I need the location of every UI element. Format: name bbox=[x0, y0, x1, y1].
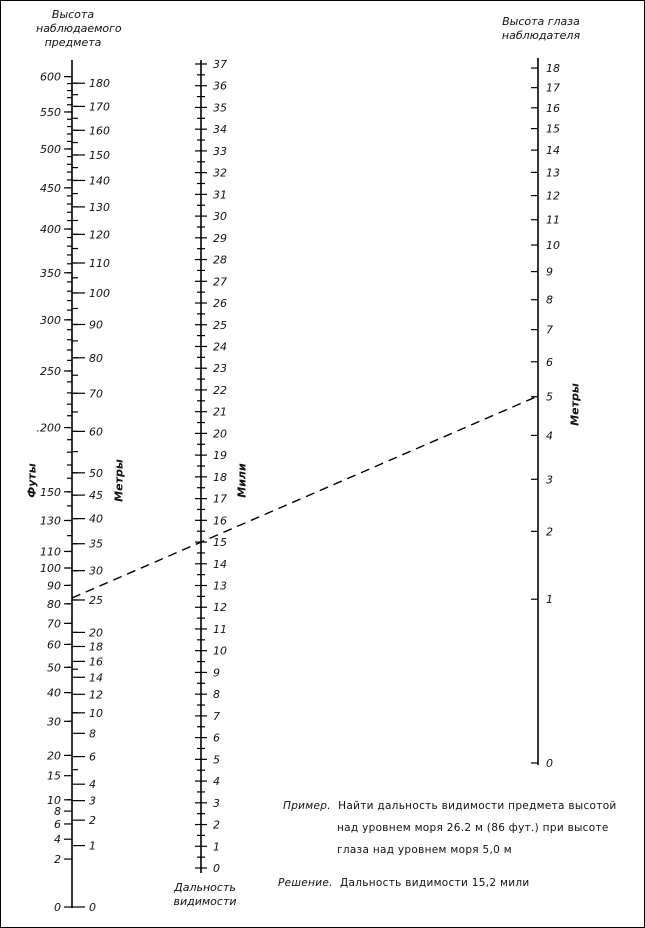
eye-meters-tick-label: 9 bbox=[546, 265, 553, 279]
miles-tick-label: 2 bbox=[213, 818, 220, 832]
object-meters-tick-label: 10 bbox=[89, 706, 103, 720]
object-meters-tick-label: 14 bbox=[89, 671, 103, 685]
eye-meters-tick-label: 14 bbox=[546, 144, 560, 158]
miles-tick-label: 23 bbox=[213, 362, 227, 376]
miles-tick-label: 7 bbox=[213, 709, 220, 723]
object-meters-tick-label: 140 bbox=[89, 174, 110, 188]
eye-meters-tick-label: 7 bbox=[546, 323, 553, 337]
object-meters-tick-label: 35 bbox=[89, 537, 103, 551]
miles-tick-label: 3 bbox=[213, 796, 220, 810]
eye-meters-tick-label: 12 bbox=[546, 189, 560, 203]
object-meters-tick-label: 4 bbox=[89, 778, 96, 792]
object-meters-tick-label: 18 bbox=[89, 640, 103, 654]
feet-tick-label: 130 bbox=[40, 514, 61, 528]
miles-tick-label: 31 bbox=[213, 188, 227, 202]
feet-tick-label: .200 bbox=[36, 421, 61, 435]
eye-meters-tick-label: 0 bbox=[546, 757, 553, 770]
object-meters-tick-label: 50 bbox=[89, 466, 103, 480]
object-meters-tick-label: 2 bbox=[89, 814, 96, 828]
feet-tick-label: 15 bbox=[47, 769, 61, 783]
miles-tick-label: 18 bbox=[213, 470, 227, 484]
eye-meters-tick-label: 17 bbox=[546, 81, 560, 95]
feet-tick-label: 500 bbox=[40, 142, 61, 156]
miles-tick-label: 17 bbox=[213, 492, 227, 506]
example-label: Пример. bbox=[283, 800, 331, 812]
miles-tick-label: 11 bbox=[213, 622, 227, 636]
miles-tick-label: 36 bbox=[213, 79, 227, 93]
eye-meters-tick-label: 5 bbox=[546, 390, 553, 404]
object-meters-tick-label: 110 bbox=[89, 256, 110, 270]
miles-tick-label: 1 bbox=[213, 840, 220, 854]
feet-tick-label: 90 bbox=[47, 579, 61, 593]
miles-tick-label: 27 bbox=[213, 275, 227, 289]
feet-tick-label: 400 bbox=[40, 223, 61, 236]
miles-tick-label: 0 bbox=[213, 862, 220, 875]
eye-meters-tick-label: 11 bbox=[546, 213, 560, 227]
feet-tick-label: 20 bbox=[47, 749, 61, 763]
miles-tick-label: 25 bbox=[213, 318, 227, 332]
object-meters-tick-label: 12 bbox=[89, 688, 103, 702]
eye-meters-tick-label: 2 bbox=[546, 525, 553, 539]
miles-scale bbox=[195, 58, 227, 875]
visibility-title-line: Дальность bbox=[174, 881, 236, 894]
example-line: глаза над уровнем моря 5,0 м bbox=[337, 844, 513, 856]
eye-meters-tick-label: 18 bbox=[546, 62, 560, 76]
feet-tick-label: 600 bbox=[40, 70, 61, 84]
object-meters-tick-label: 120 bbox=[89, 228, 110, 242]
eye-meters-tick-label: 8 bbox=[546, 293, 553, 307]
miles-tick-label: 21 bbox=[213, 405, 227, 419]
eye-height-title-line: наблюдателя bbox=[501, 29, 581, 42]
object-meters-tick-label: 80 bbox=[89, 351, 103, 365]
eye-meters-scale bbox=[531, 62, 560, 770]
miles-axis-title: Мили bbox=[235, 463, 249, 498]
miles-tick-label: 8 bbox=[213, 688, 220, 702]
eye-meters-tick-label: 3 bbox=[546, 473, 553, 487]
feet-scale bbox=[37, 71, 73, 914]
object-meters-tick-label: 25 bbox=[89, 593, 103, 607]
object-meters-tick-label: 130 bbox=[89, 200, 110, 214]
miles-tick-label: 20 bbox=[213, 427, 227, 441]
eye-meters-tick-label: 4 bbox=[546, 429, 553, 443]
object-meters-tick-label: 180 bbox=[89, 77, 110, 91]
miles-tick-label: 16 bbox=[213, 514, 227, 528]
miles-tick-label: 30 bbox=[213, 210, 227, 224]
feet-tick-label: 0 bbox=[54, 901, 61, 914]
feet-tick-label: 250 bbox=[40, 364, 61, 378]
object-meters-tick-label: 160 bbox=[89, 124, 110, 138]
object-meters-tick-label: 70 bbox=[89, 387, 103, 401]
object-meters-tick-label: 3 bbox=[89, 794, 96, 808]
eye-height-title-line: Высота глаза bbox=[502, 15, 580, 28]
feet-tick-label: 30 bbox=[47, 715, 61, 729]
miles-tick-label: 9 bbox=[213, 666, 220, 680]
object-meters-tick-label: 16 bbox=[89, 655, 103, 669]
object-meters-tick-label: 8 bbox=[89, 727, 96, 741]
feet-tick-label: 80 bbox=[47, 597, 61, 611]
example-note bbox=[283, 795, 617, 861]
miles-tick-label: 29 bbox=[213, 231, 227, 245]
miles-tick-label: 37 bbox=[213, 57, 227, 71]
meters-right-axis-title: Метры bbox=[568, 383, 582, 426]
meters-left-axis-title: Метры bbox=[112, 459, 126, 502]
feet-tick-label: 100 bbox=[40, 562, 61, 575]
object-meters-tick-label: 170 bbox=[89, 100, 110, 114]
feet-tick-label: 4 bbox=[54, 833, 61, 847]
miles-tick-label: 22 bbox=[213, 383, 227, 397]
eye-height-title bbox=[488, 15, 594, 43]
miles-tick-label: 28 bbox=[213, 253, 227, 267]
object-height-title bbox=[36, 8, 122, 50]
object-meters-tick-label: 1 bbox=[89, 839, 96, 853]
feet-tick-label: 450 bbox=[40, 181, 61, 195]
feet-tick-label: 60 bbox=[47, 638, 61, 652]
object-height-title-line: наблюдаемого bbox=[36, 22, 122, 35]
object-meters-tick-label: 40 bbox=[89, 512, 103, 526]
feet-tick-label: 8 bbox=[54, 805, 61, 819]
example-dashed-line bbox=[72, 396, 538, 598]
object-meters-tick-label: 90 bbox=[89, 318, 103, 332]
miles-tick-label: 35 bbox=[213, 101, 227, 115]
miles-tick-label: 33 bbox=[213, 144, 227, 158]
miles-tick-label: 13 bbox=[213, 579, 227, 593]
visibility-title bbox=[168, 881, 242, 909]
object-meters-tick-label: 30 bbox=[89, 564, 103, 578]
miles-tick-label: 5 bbox=[213, 753, 220, 767]
object-height-title-line: Высота bbox=[51, 8, 95, 21]
feet-tick-label: 40 bbox=[47, 686, 61, 700]
object-meters-tick-label: 20 bbox=[89, 626, 103, 640]
miles-tick-label: 24 bbox=[213, 340, 227, 354]
miles-tick-label: 12 bbox=[213, 601, 227, 615]
eye-meters-tick-label: 15 bbox=[546, 122, 560, 136]
object-meters-tick-label: 100 bbox=[89, 286, 110, 300]
miles-tick-label: 32 bbox=[213, 166, 227, 180]
miles-tick-label: 26 bbox=[213, 297, 227, 311]
miles-tick-label: 15 bbox=[213, 536, 227, 550]
object-meters-tick-label: 0 bbox=[89, 901, 96, 914]
object-meters-tick-label: 45 bbox=[89, 489, 103, 503]
feet-tick-label: 6 bbox=[54, 817, 61, 831]
feet-tick-label: 550 bbox=[40, 105, 61, 119]
feet-axis-title: Футы bbox=[25, 463, 39, 498]
miles-tick-label: 6 bbox=[213, 731, 220, 745]
feet-tick-label: 70 bbox=[47, 617, 61, 631]
object-meters-tick-label: 150 bbox=[89, 148, 110, 162]
solution-note bbox=[278, 872, 529, 894]
object-meters-scale bbox=[72, 77, 110, 914]
miles-tick-label: 10 bbox=[213, 644, 227, 658]
miles-tick-label: 4 bbox=[213, 775, 220, 789]
object-height-title-line: предмета bbox=[44, 36, 102, 49]
feet-tick-label: 2 bbox=[54, 853, 61, 867]
feet-tick-label: 50 bbox=[47, 661, 61, 675]
feet-tick-label: 110 bbox=[40, 545, 61, 559]
example-line: Найти дальность видимости предмета высотой bbox=[338, 800, 617, 812]
feet-tick-label: 300 bbox=[40, 313, 61, 327]
eye-meters-tick-label: 1 bbox=[546, 593, 553, 607]
eye-meters-tick-label: 13 bbox=[546, 166, 560, 180]
miles-tick-label: 34 bbox=[213, 123, 227, 137]
eye-meters-tick-label: 10 bbox=[546, 239, 560, 253]
solution-label: Решение. bbox=[278, 877, 333, 889]
object-meters-tick-label: 60 bbox=[89, 425, 103, 439]
solution-text: Дальность видимости 15,2 мили bbox=[340, 877, 530, 889]
miles-tick-label: 14 bbox=[213, 557, 227, 571]
feet-tick-label: 350 bbox=[40, 266, 61, 280]
eye-meters-tick-label: 16 bbox=[546, 101, 560, 115]
feet-tick-label: 150 bbox=[40, 485, 61, 499]
feet-tick-label: 10 bbox=[47, 793, 61, 807]
visibility-title-line: видимости bbox=[173, 895, 237, 908]
eye-meters-tick-label: 6 bbox=[546, 355, 553, 369]
miles-tick-label: 19 bbox=[213, 449, 227, 463]
example-line: над уровнем моря 26.2 м (86 фут.) при высоте bbox=[337, 822, 609, 834]
object-meters-tick-label: 6 bbox=[89, 750, 96, 764]
